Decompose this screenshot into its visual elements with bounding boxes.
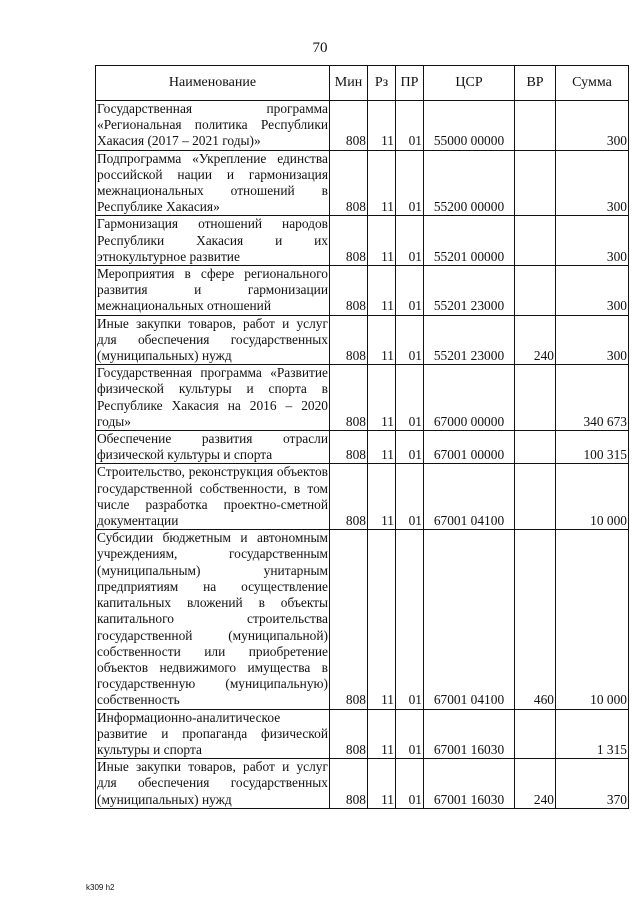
row-rz: 11 [368, 431, 396, 464]
row-rz: 11 [368, 101, 396, 151]
row-pr: 01 [396, 365, 424, 431]
row-pr: 01 [396, 150, 424, 216]
row-csr: 67001 00000 [424, 431, 515, 464]
row-sum: 10 000 [556, 464, 629, 530]
row-csr: 55200 00000 [424, 150, 515, 216]
row-pr: 01 [396, 530, 424, 709]
table-row [96, 266, 629, 316]
table-row [96, 150, 629, 216]
row-name: Иные закупки товаров, работ и услуг для обеспечения государственных (муниципальных) нужд [97, 315, 328, 364]
row-sum: 300 [556, 266, 629, 316]
table-row [96, 759, 629, 809]
row-pr: 01 [396, 315, 424, 365]
row-min: 808 [330, 266, 368, 316]
table-row [96, 101, 629, 151]
row-vr [515, 464, 556, 530]
row-name: Строительство, реконструкция объектов государственной собственности, в том числе разработка проектно-сметной документации [97, 464, 328, 529]
table-row [96, 530, 629, 709]
row-rz: 11 [368, 759, 396, 809]
table-row [96, 365, 629, 431]
column-header-csr: ЦСР [424, 66, 515, 101]
row-min: 808 [330, 216, 368, 266]
row-sum: 370 [556, 759, 629, 809]
row-pr: 01 [396, 266, 424, 316]
row-csr: 55201 23000 [424, 315, 515, 365]
row-min: 808 [330, 101, 368, 151]
row-csr: 67001 04100 [424, 464, 515, 530]
row-sum: 300 [556, 101, 629, 151]
row-rz: 11 [368, 530, 396, 709]
row-min: 808 [330, 150, 368, 216]
row-vr [515, 216, 556, 266]
row-rz: 11 [368, 315, 396, 365]
row-name: Государственная программа «Региональная политика Республики Хакасия (2017 – 2021 годы)» [97, 101, 328, 149]
column-header-pr: ПР [396, 66, 424, 101]
row-rz: 11 [368, 150, 396, 216]
row-csr: 55201 23000 [424, 266, 515, 316]
footer-code: k309 h2 [86, 883, 115, 892]
row-pr: 01 [396, 431, 424, 464]
row-rz: 11 [368, 266, 396, 316]
row-csr: 55000 00000 [424, 101, 515, 151]
row-vr [515, 150, 556, 216]
row-pr: 01 [396, 216, 424, 266]
row-name: Иные закупки товаров, работ и услуг для обеспечения государственных (муниципальных) нужд [97, 759, 328, 807]
row-csr: 55201 00000 [424, 216, 515, 266]
column-header-sum: Сумма [556, 66, 629, 101]
table-row [96, 709, 629, 759]
row-name: Гармонизация отношений народов Республики Хакасия и их этнокультурное развитие [97, 216, 328, 264]
column-header-name: Наименование [96, 66, 330, 101]
row-vr: 240 [515, 315, 556, 365]
row-rz: 11 [368, 709, 396, 759]
row-vr [515, 431, 556, 464]
row-vr: 460 [515, 530, 556, 709]
row-min: 808 [330, 759, 368, 809]
column-header-vr: ВР [515, 66, 556, 101]
row-min: 808 [330, 365, 368, 431]
table-row [96, 431, 629, 464]
page-number: 70 [312, 40, 328, 56]
row-pr: 01 [396, 101, 424, 151]
row-rz: 11 [368, 365, 396, 431]
table-row [96, 464, 629, 530]
row-name: Субсидии бюджетным и автономным учреждениям, государственным (муниципальным) унитарным предприятиям на осуществление капитальных вложений в объекты капитального строительства государственной (муниципальной) собственности или приобретение объектов недвижимого имущества в государственную (муниципальную) собственность [97, 530, 328, 708]
column-header-rz: Рз [368, 66, 396, 101]
row-name: Мероприятия в сфере регионального развития и гармонизации межнациональных отношений [97, 266, 328, 314]
row-vr [515, 101, 556, 151]
row-sum: 300 [556, 216, 629, 266]
row-sum: 100 315 [556, 431, 629, 464]
row-vr [515, 365, 556, 431]
row-pr: 01 [396, 709, 424, 759]
row-sum: 10 000 [556, 530, 629, 709]
row-min: 808 [330, 530, 368, 709]
row-sum: 300 [556, 315, 629, 365]
row-csr: 67000 00000 [424, 365, 515, 431]
row-min: 808 [330, 709, 368, 759]
row-vr [515, 709, 556, 759]
row-vr: 240 [515, 759, 556, 809]
row-min: 808 [330, 431, 368, 464]
row-pr: 01 [396, 759, 424, 809]
row-sum: 300 [556, 150, 629, 216]
row-sum: 1 315 [556, 709, 629, 759]
row-vr [515, 266, 556, 316]
row-name: Государственная программа «Развитие физической культуры и спорта в Республике Хакасия на 2016 – 2020 годы» [97, 365, 328, 429]
table-header-row [96, 66, 629, 101]
row-csr: 67001 16030 [424, 759, 515, 809]
row-name: Подпрограмма «Укрепление единства российской нации и гармонизация межнациональных отношений в Республике Хакасия» [97, 150, 328, 215]
row-name: Обеспечение развития отрасли физической культуры и спорта [97, 431, 328, 463]
row-csr: 67001 16030 [424, 709, 515, 759]
row-min: 808 [330, 464, 368, 530]
column-header-min: Мин [330, 66, 368, 101]
row-rz: 11 [368, 216, 396, 266]
table-row [96, 315, 629, 365]
row-name: Информационно-аналитическое развитие и пропаганда физической культуры и спорта [97, 709, 328, 757]
row-sum: 340 673 [556, 365, 629, 431]
budget-table [95, 65, 629, 809]
row-min: 808 [330, 315, 368, 365]
row-csr: 67001 04100 [424, 530, 515, 709]
row-rz: 11 [368, 464, 396, 530]
row-pr: 01 [396, 464, 424, 530]
table-row [96, 216, 629, 266]
